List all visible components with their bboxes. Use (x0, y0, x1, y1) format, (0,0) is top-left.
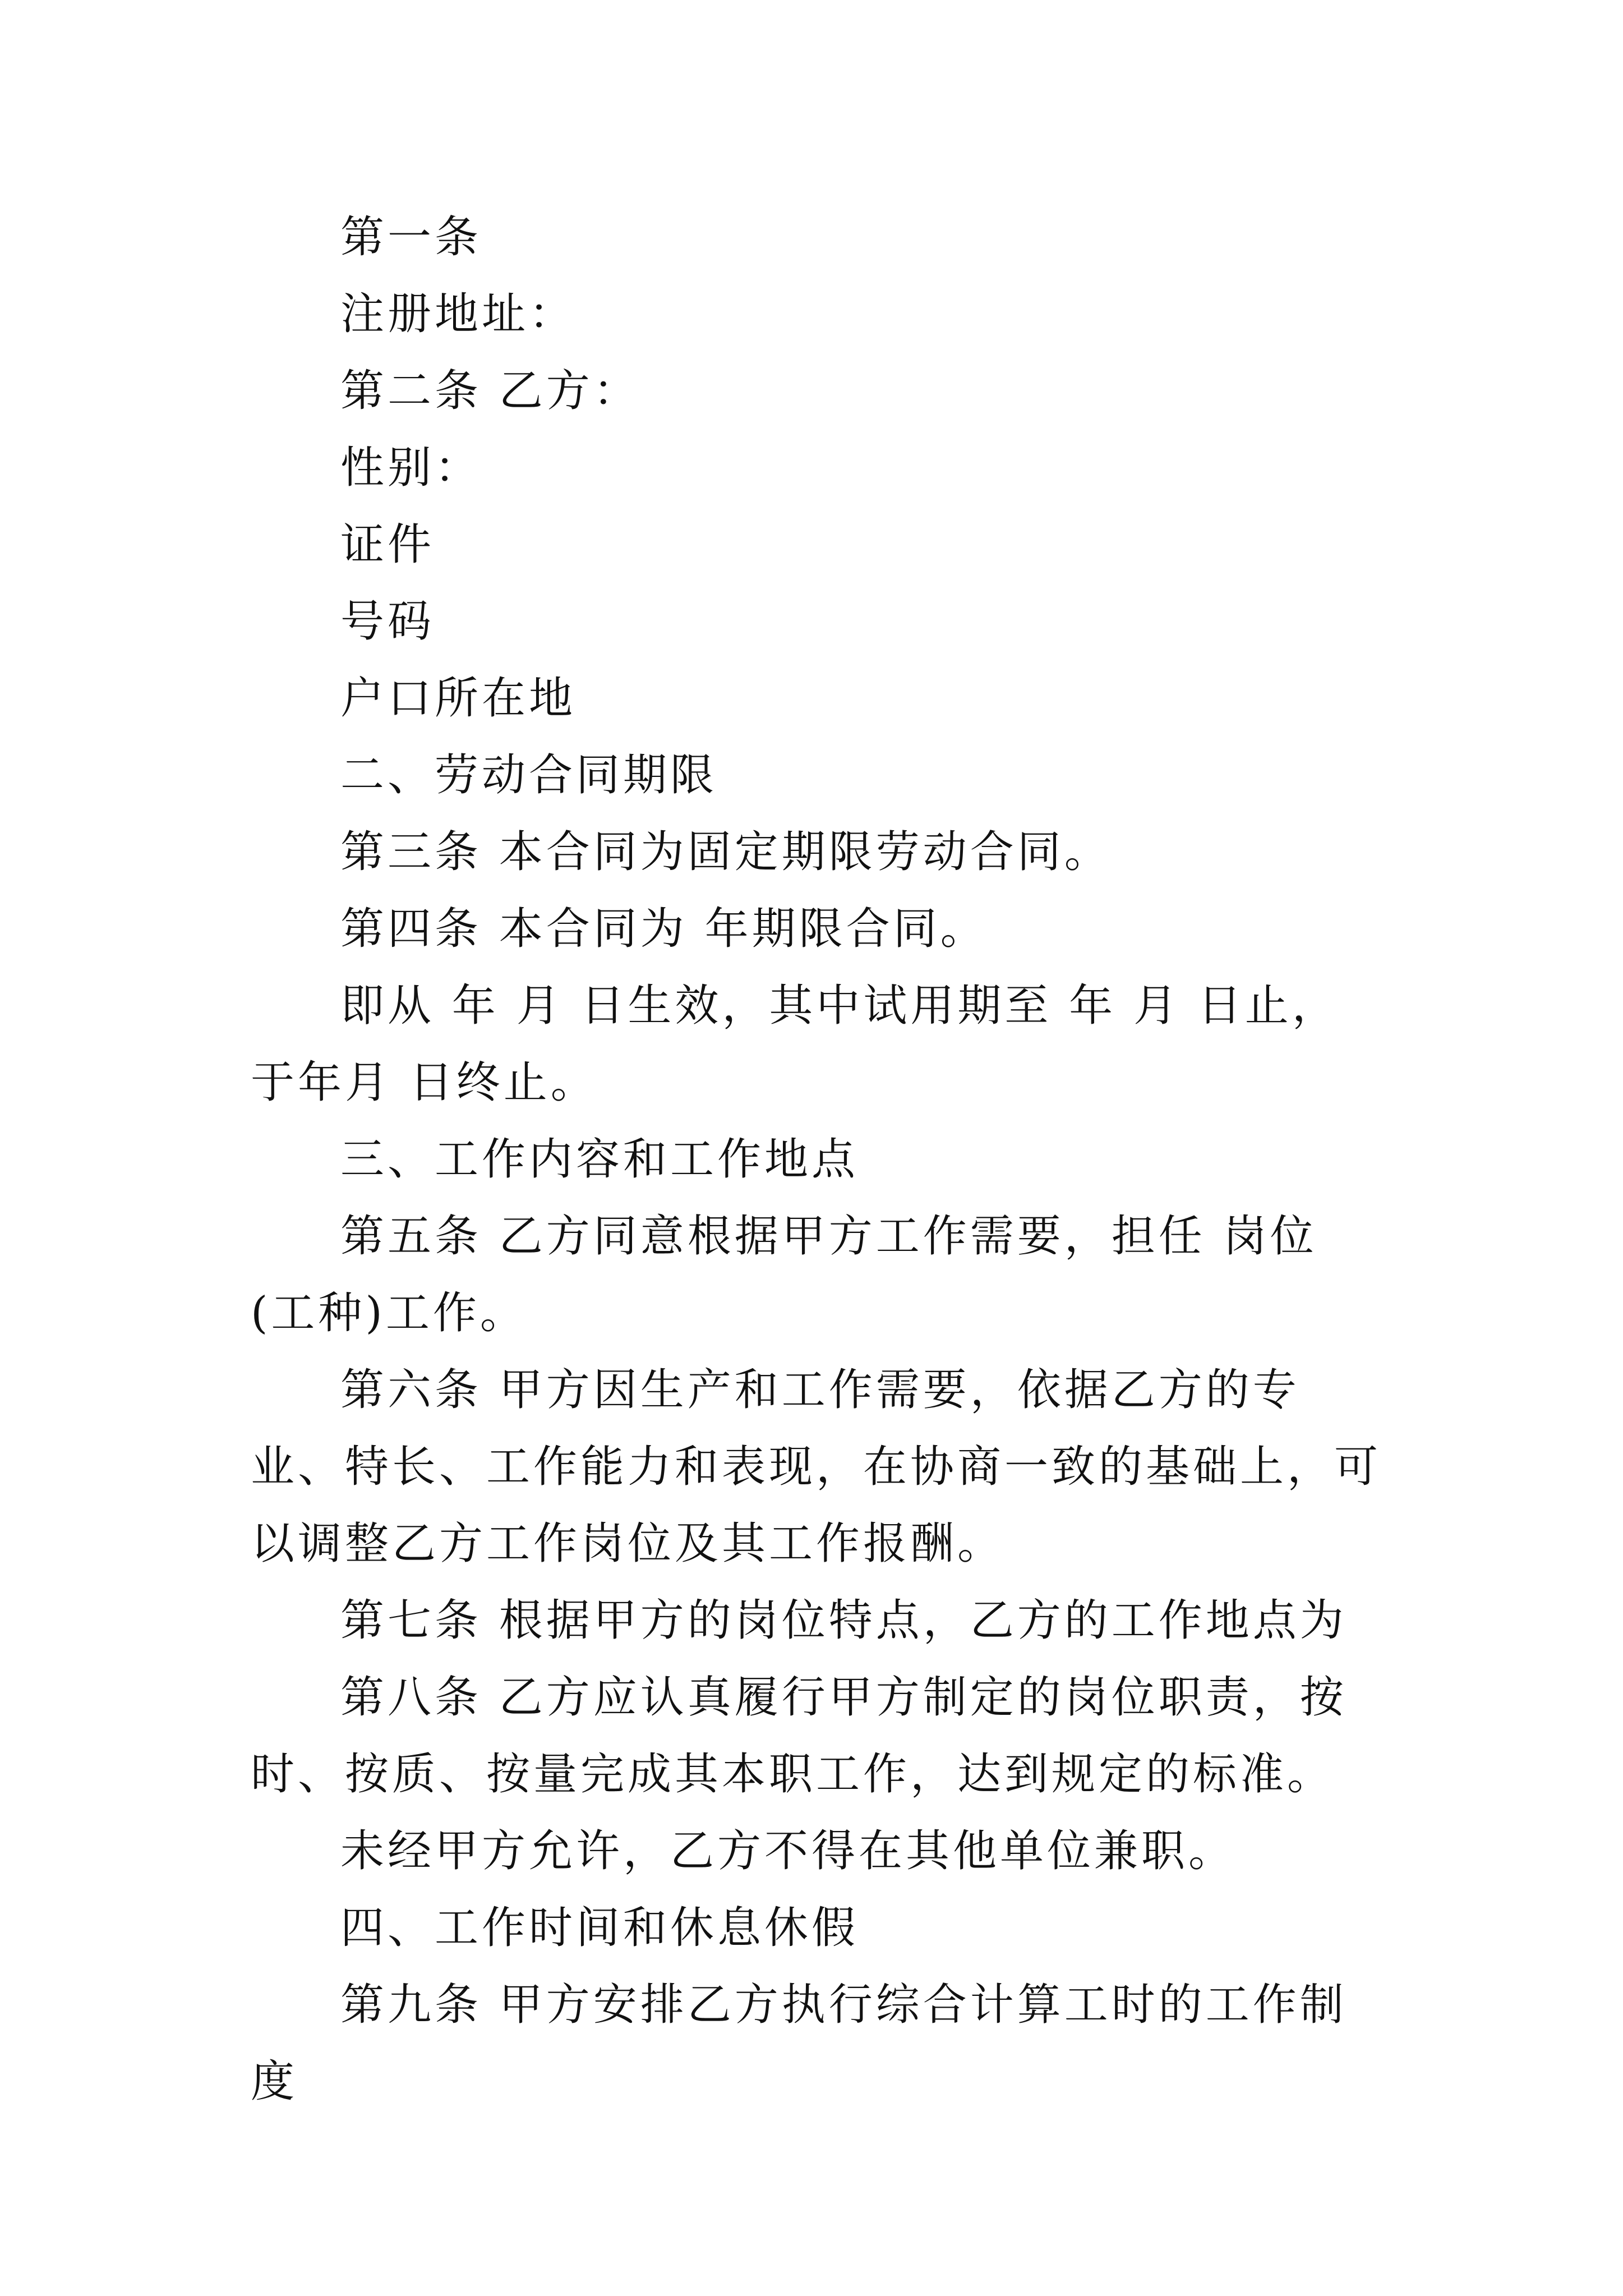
section-4-heading: 四、工作时间和休息休假 (340, 1903, 859, 1953)
no-part-time-clause: 未经甲方允许，乙方不得在其他单位兼职。 (340, 1826, 1236, 1876)
article-5: 第五条 乙方同意根据甲方工作需要，担任 岗位(工种)工作。 (251, 1211, 1317, 1338)
article-8: 第八条 乙方应认真履行甲方制定的岗位职责，按时、按质、按量完成其本职工作，达到规定的标准。 (251, 1672, 1347, 1800)
article-6: 第六条 甲方因生产和工作需要，依据乙方的专业、特长、工作能力和表现，在协商一致的基础上，可以调整乙方工作岗位及其工作报酬。 (251, 1365, 1382, 1569)
article-7: 第七条 根据甲方的岗位特点，乙方的工作地点为 (340, 1595, 1347, 1646)
term-dates-paragraph: 即从 年 月 日生效，其中试用期至 年 月 日止，于年月 日终止。 (251, 981, 1339, 1108)
registered-address-line: 注册地址： (340, 289, 577, 339)
article-2-party-b: 第二条 乙方： (340, 366, 640, 416)
household-registration-line: 户口所在地 (340, 673, 577, 724)
gender-line: 性别： (340, 443, 482, 493)
article-1-heading: 第一条 (340, 212, 482, 263)
document-body (251, 199, 1384, 2120)
id-document-line: 证件 (340, 519, 435, 570)
article-4: 第四条 本合同为 年期限合同。 (340, 904, 988, 954)
article-9: 第九条 甲方安排乙方执行综合计算工时的工作制度 (251, 1980, 1347, 2107)
section-3-heading: 三、工作内容和工作地点 (340, 1134, 859, 1185)
section-2-heading: 二、劳动合同期限 (340, 750, 718, 800)
id-number-line: 号码 (340, 596, 435, 647)
article-3: 第三条 本合同为固定期限劳动合同。 (340, 827, 1112, 877)
